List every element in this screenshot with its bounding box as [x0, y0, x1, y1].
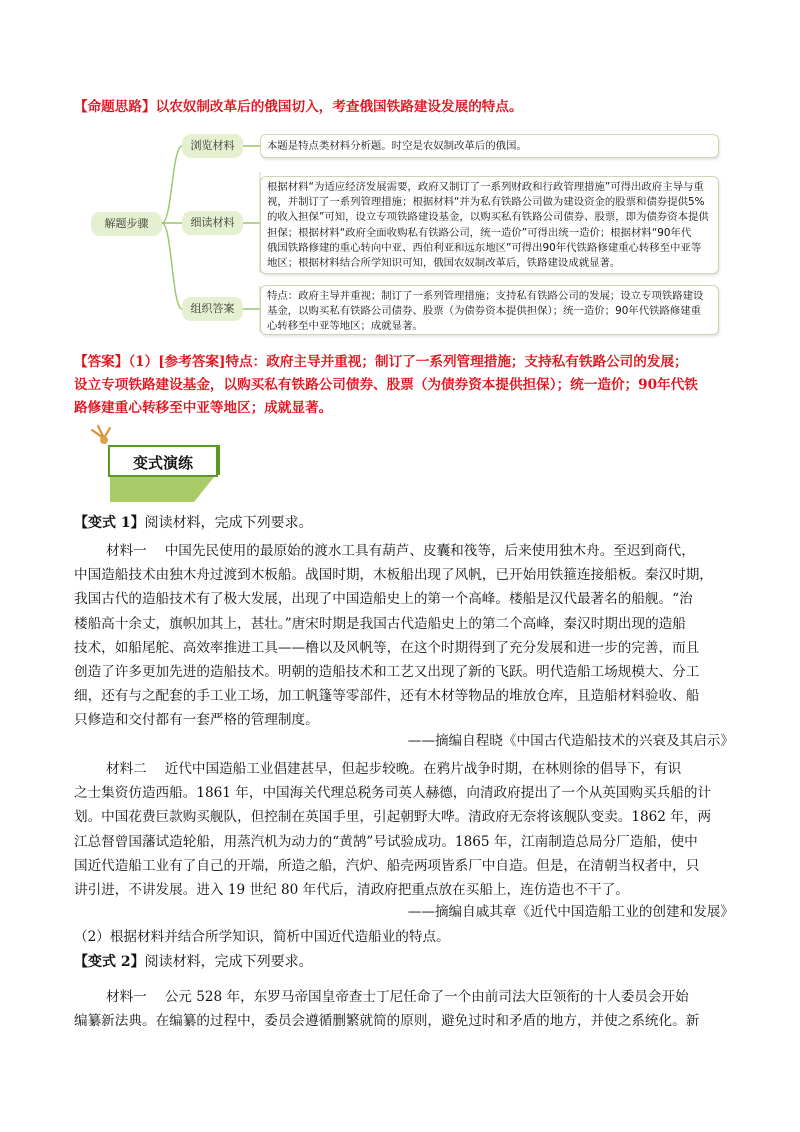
material-line: 划。中国花费巨款购买舰队，但控制在英国手里，引起朝野大哗。清政府无奈将该舰队变卖。1862 年，两	[74, 809, 712, 826]
material-line: 之士集资仿造西船。1861 年，中国海关代理总税务司英人赫德，向清政府提出了一个从英国购买兵船的计	[74, 785, 712, 802]
organize-line: 基金，以购买私有铁路公司债券、股票（为债券资本提供担保）；统一造价；90年代铁路修建重	[267, 305, 702, 318]
read-line: 根据材料“为适应经济发展需要，政府又制订了一系列财政和行政管理措施”可得出政府主导与重	[267, 181, 704, 193]
read-line: 的收入担保”可知，设立专项铁路建设基金，以购买私有铁路公司债券、股票，即为债券资本提供	[267, 211, 709, 224]
variant2-material1	[74, 985, 734, 1033]
variant1-material1	[74, 539, 734, 733]
variant2-instruction: 阅读材料，完成下列要求。	[144, 954, 313, 970]
answer-block	[74, 351, 734, 420]
variant1-instruction: 阅读材料，完成下列要求。	[144, 515, 313, 531]
answer-line: 【答案】（1）[参考答案]特点：政府主导并重视；制订了一系列管理措施；支持私有铁路公司的发展；	[74, 354, 688, 370]
answer-line: 设立专项铁路建设基金，以购买私有铁路公司债券、股票（为债券资本提供担保）；统一造价；90年代铁	[74, 377, 698, 393]
intro-label: 【命题思路】	[74, 99, 156, 115]
variant1-header	[74, 515, 734, 532]
answer-line: 路修建重心转移至中亚等地区；成就显著。	[74, 400, 333, 416]
step-node-browse: 浏览材料	[182, 134, 243, 158]
step-content-organize	[260, 285, 719, 335]
variant2-label: 【变式 2】	[74, 954, 145, 970]
variant1-label: 【变式 1】	[74, 515, 145, 531]
step-content-browse	[260, 134, 719, 158]
material-line: 编纂新法典。在编纂的过程中，委员会遵循删繁就简的原则，避免过时和矛盾的地方，并使之系统化。新	[74, 1013, 700, 1030]
material-line: 只修造和交付都有一套严格的管理制度。	[74, 712, 319, 729]
material-line: 讲引进，不讲发展。进入 19 世纪 80 年代后，清政府把重点放在买船上，连仿造也不干了。	[74, 882, 629, 899]
step-content-read	[260, 176, 719, 274]
read-line: 视，并制订了一系列管理措施；根据材料“并为私有铁路公司做为建设资金的股票和债券提供5%	[267, 196, 705, 209]
material-line: 材料一 中国先民使用的最原始的渡水工具有葫芦、皮囊和筏等，后来使用独木舟。至迟到商代，	[106, 543, 695, 559]
material-line: 国近代造船工业有了自己的开端，所造之船，汽炉、船壳两项皆系厂中自造。但是，在清朝当权者中，只	[74, 857, 700, 874]
material-line: 创造了许多更加先进的造船技术。明朝的造船技术和工艺又出现了新的飞跃。明代造船工场规模大、分工	[74, 664, 700, 681]
read-line: 地区；根据材料结合所学知识可知，俄国农奴制改革后，铁路建设成就显著。	[267, 257, 621, 270]
material-line: 江总督曾国藩试造轮船，用蒸汽机为动力的“黄鹄”号试验成功。1865 年，江南制造总局分厂造船，使中	[74, 833, 698, 850]
material-line: 中国造船技术由独木舟过渡到木板船。战国时期，木板船出现了风帆，已开始用铁箍连接船板。秦汉时期，	[74, 567, 713, 584]
material-line: 我国古代的造船技术有了极大发展，出现了中国造船史上的第一个高峰。楼船是汉代最著名的船舰。“治	[74, 591, 693, 608]
variant1-source2: ——摘编自戚其章《近代中国造船工业的创建和发展》	[407, 904, 734, 920]
section-title: 变式演练	[108, 445, 218, 477]
variant1-source1: ——摘编自程晓《中国古代造船技术的兴衰及其启示》	[407, 733, 734, 749]
step-node-organize: 组织答案	[182, 297, 243, 321]
browse-line: 本题是特点类材料分析题。时空是农奴制改革后的俄国。	[267, 140, 527, 152]
material-line: 楼船高十余丈，旗帜加其上，甚壮。”唐宋时期是我国古代造船史上的第二个高峰，秦汉时期出现的造船	[74, 615, 686, 632]
step-node-read: 细读材料	[182, 211, 243, 235]
organize-line: 心转移至中亚等地区；成就显著。	[267, 320, 423, 333]
organize-line: 特点：政府主导并重视；制订了一系列管理措施；支持私有铁路公司的发展；设立专项铁路建设	[267, 290, 704, 302]
variant2-header	[74, 954, 734, 971]
material-line: 细，还有与之配套的手工业工场，加工帆篷等零部件，还有木材等物品的堆放仓库，且造船材料验收、船	[74, 688, 700, 705]
read-line: 俄国铁路修建的重心转向中亚、西伯利亚和远东地区”可得出90年代铁路修建重心转移至中亚等	[267, 241, 702, 254]
read-line: 担保；根据材料“政府全面收购私有铁路公司，统一造价”可得出统一造价；根据材料“90年代	[267, 226, 692, 239]
variant1-question: （2）根据材料并结合所学知识，简析中国近代造船业的特点。	[74, 929, 450, 945]
material-line: 材料一 公元 528 年，东罗马帝国皇帝查士丁尼任命了一个由前司法大臣领衔的十人委员会开始	[106, 989, 689, 1005]
material-line: 材料二 近代中国造船工业倡建甚早，但起步较晚。在鸦片战争时期，在林则徐的倡导下，有识	[106, 761, 682, 777]
mindmap-root: 解题步骤	[91, 212, 162, 236]
intro-line	[74, 99, 734, 115]
intro-text: 以农奴制改革后的俄国切入，考查俄国铁路建设发展的特点。	[155, 99, 523, 115]
material-line: 技术，如船尾舵、高效率推进工具——橹以及风帆等，在这个时期得到了充分发展和进一步的完善，而且	[74, 639, 700, 656]
variant1-material2	[74, 757, 734, 902]
